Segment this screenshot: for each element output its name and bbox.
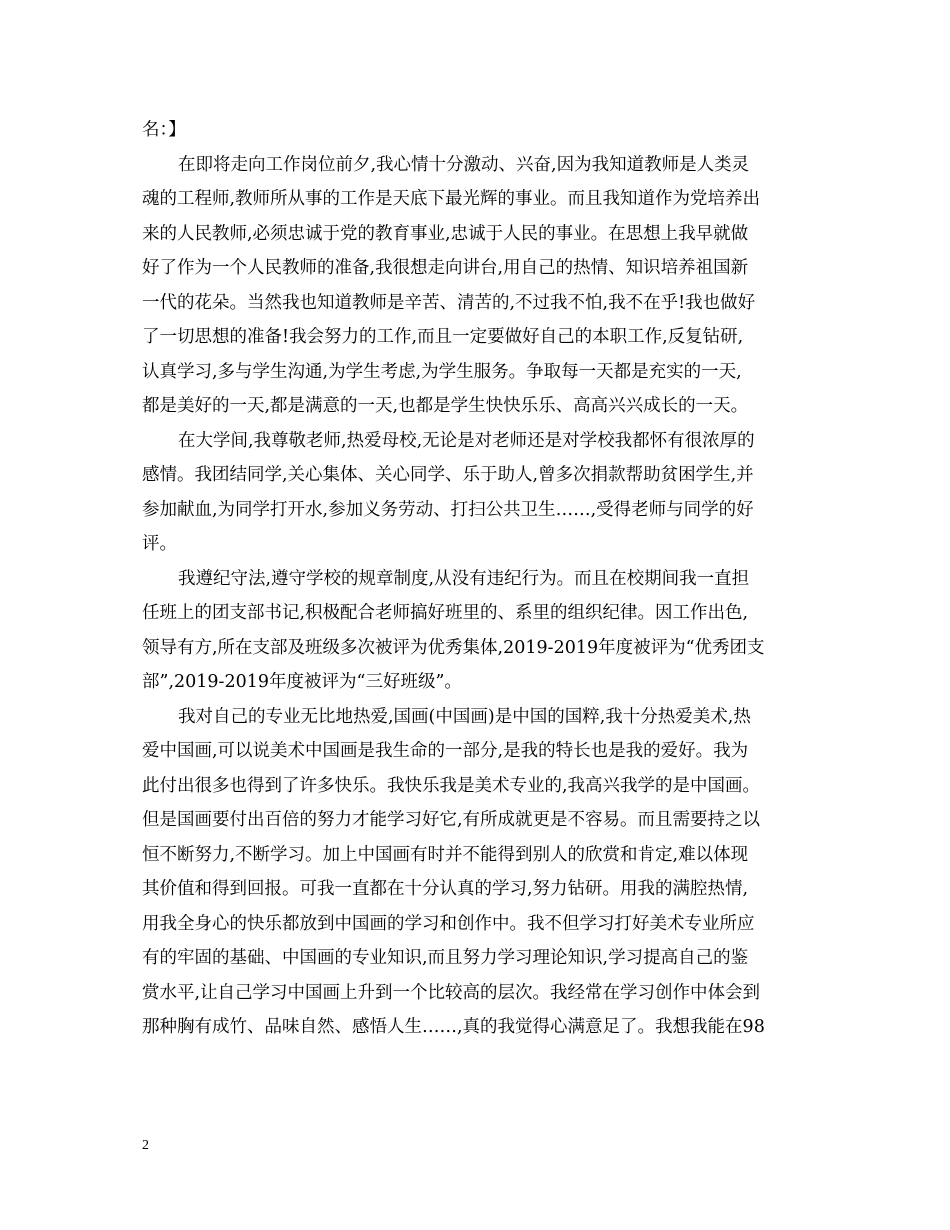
text-line: 名：】: [142, 120, 186, 140]
text-line: 用我全身心的快乐都放到中国画的学习和创作中。我不但学习打好美术专业所应: [142, 913, 755, 934]
text-line: 了一切思想的准备!我会努力的工作,而且一定要做好自己的本职工作,反复钻研,: [142, 327, 744, 347]
text-line: 我遵纪守法,遵守学校的规章制度,从没有违纪行为。而且在校期间我一直担: [178, 568, 750, 589]
text-line: 一代的花朵。当然我也知道教师是辛苦、清苦的,不过我不怕,我不在乎!我也做好: [142, 292, 756, 313]
text-line: 但是国画要付出百倍的努力才能学习好它,有所成就更是不容易。而且需要持之以: [142, 810, 761, 830]
text-line: 赏水平,让自己学习中国画上升到一个比较高的层次。我经常在学习创作中体会到: [142, 982, 761, 1003]
text-line: 来的人民教师,必须忠诚于党的教育事业,忠诚于人民的事业。在思想上我早就做: [142, 223, 749, 244]
text-line: 感情。我团结同学,关心集体、关心同学、乐于助人,曾多次捐款帮助贫困学生,并: [142, 465, 754, 485]
document-body: [142, 113, 810, 1045]
text-line: 领导有方,所在支部及班级多次被评为优秀集体,2019-2019年度被评为“优秀团支: [142, 637, 765, 658]
text-line: 在大学间,我尊敬老师,热爱母校,无论是对老师还是对学校我都怀有很浓厚的: [178, 430, 755, 451]
page-number: 2: [142, 1138, 149, 1153]
text-line: 我对自己的专业无比地热爱,国画(中国画)是中国的国粹,我十分热爱美术,热: [178, 706, 751, 727]
text-line: 评。: [142, 534, 177, 554]
text-line: 都是美好的一天,都是满意的一天,也都是学生快快乐乐、高高兴兴成长的一天。: [142, 396, 749, 416]
text-line: 那种胸有成竹、品味自然、感悟人生……,真的我觉得心满意足了。我想我能在98: [142, 1017, 765, 1037]
text-line: 魂的工程师,教师所从事的工作是天底下最光辉的事业。而且我知道作为党培养出: [142, 189, 761, 209]
text-line: 其价值和得到回报。可我一直都在十分认真的学习,努力钻研。用我的满腔热情,: [142, 879, 749, 899]
text-line: 爱中国画,可以说美术中国画是我生命的一部分,是我的特长也是我的爱好。我为: [142, 741, 749, 761]
text-line: 好了作为一个人民教师的准备,我很想走向讲台,用自己的热情、知识培养祖国新: [142, 258, 749, 278]
text-line: 在即将走向工作岗位前夕,我心情十分激动、兴奋,因为我知道教师是人类灵: [178, 154, 750, 175]
text-line: 认真学习,多与学生沟通,为学生考虑,为学生服务。争取每一天都是充实的一天,: [142, 361, 742, 382]
text-line: 恒不断努力,不断学习。加上中国画有时并不能得到别人的欣赏和肯定,难以体现: [142, 844, 749, 865]
text-line: 部”,2019-2019年度被评为“三好班级”。: [142, 672, 462, 692]
text-line: 参加献血,为同学打开水,参加义务劳动、打扫公共卫生……,受得老师与同学的好: [142, 499, 754, 520]
text-line: 有的牢固的基础、中国画的专业知识,而且努力学习理论知识,学习提高自己的鉴: [142, 948, 749, 968]
text-line: 此付出很多也得到了许多快乐。我快乐我是美术专业的,我高兴我学的是中国画。: [142, 775, 761, 796]
text-line: 任班上的团支部书记,积极配合老师搞好班里的、系里的组织纪律。因工作出色,: [142, 603, 749, 623]
